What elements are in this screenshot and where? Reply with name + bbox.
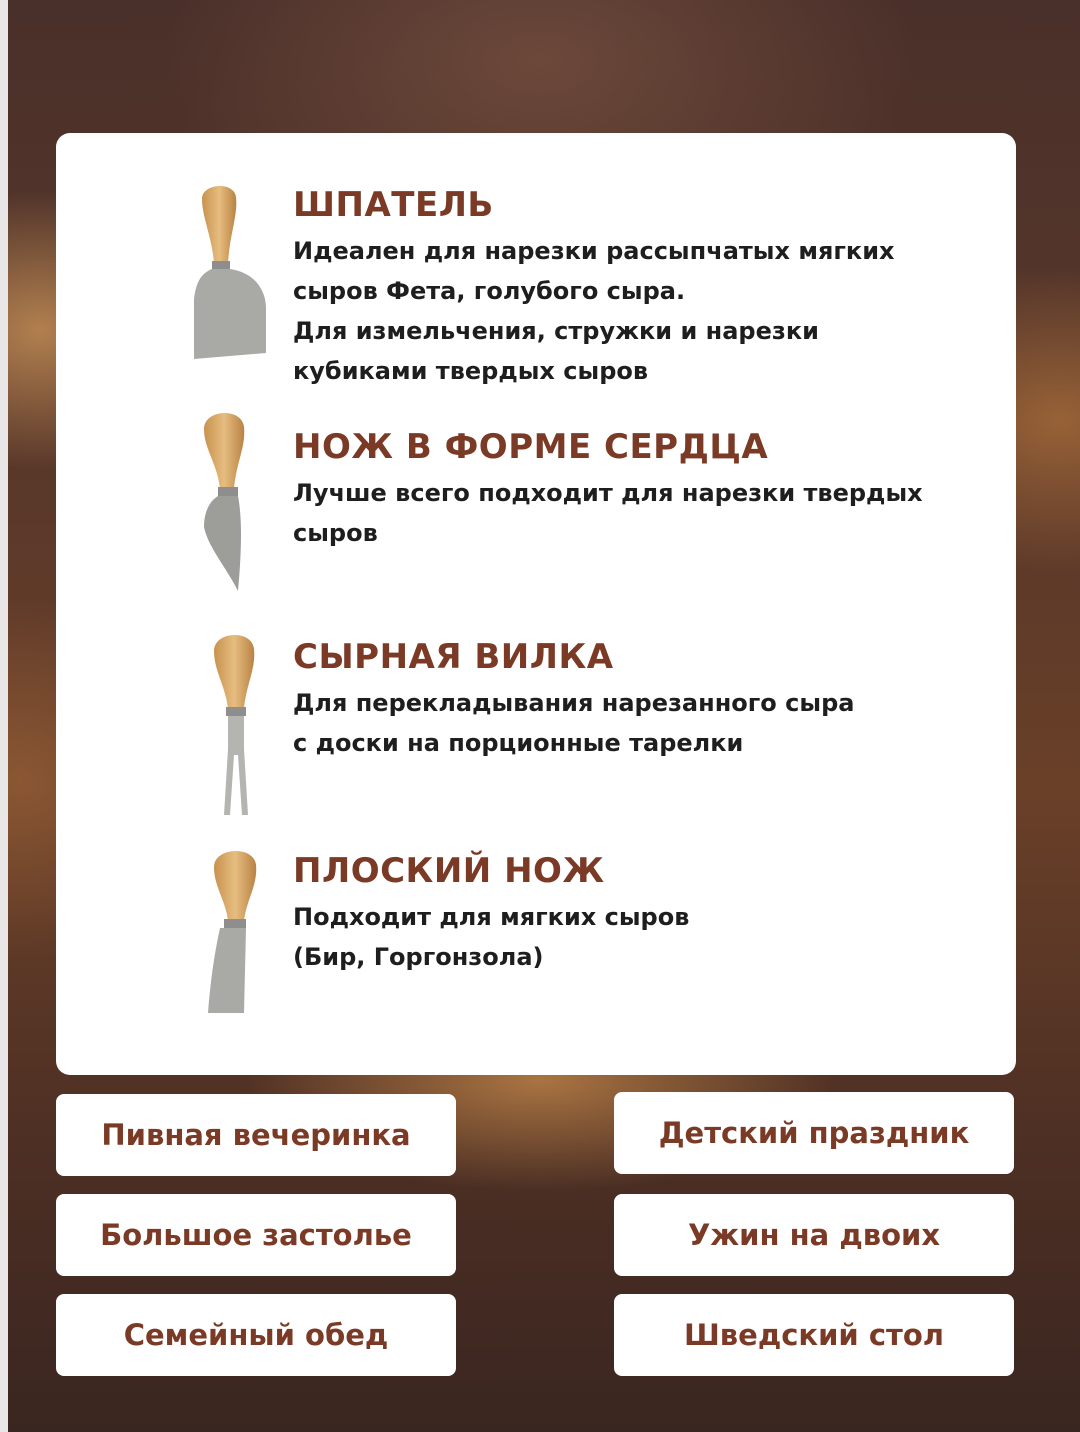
occasion-button-kids-party[interactable]: Детский праздник [614, 1092, 1014, 1174]
desc-line: кубиками твердых сыров [293, 357, 649, 385]
cheese-spatula-icon [186, 181, 276, 361]
desc-line: сыров Фета, голубого сыра. [293, 277, 686, 305]
desc-line: Идеален для нарезки рассыпчатых мягких [293, 237, 895, 265]
occasion-button-big-feast[interactable]: Большое застолье [56, 1194, 456, 1276]
cheese-fork-icon [206, 629, 266, 815]
item-title: НОЖ В ФОРМЕ СЕРДЦА [293, 427, 769, 467]
occasion-button-dinner-for-two[interactable]: Ужин на двоих [614, 1194, 1014, 1276]
desc-line: Для измельчения, стружки и нарезки [293, 317, 819, 345]
flat-knife-icon [200, 845, 266, 1017]
item-description [293, 683, 854, 763]
desc-line: с доски на порционные тарелки [293, 729, 744, 757]
heart-shaped-knife-icon [196, 407, 266, 593]
occasion-button-family-dinner[interactable]: Семейный обед [56, 1294, 456, 1376]
occasion-button-buffet[interactable]: Шведский стол [614, 1294, 1014, 1376]
left-edge-strip [0, 0, 8, 1432]
desc-line: сыров [293, 519, 378, 547]
item-description [293, 473, 923, 553]
item-title: СЫРНАЯ ВИЛКА [293, 637, 614, 677]
item-description [293, 897, 689, 977]
desc-line: Для перекладывания нарезанного сыра [293, 689, 855, 717]
desc-line: Подходит для мягких сыров [293, 903, 690, 931]
item-title: ШПАТЕЛЬ [293, 185, 494, 225]
desc-line: (Бир, Горгонзола) [293, 943, 544, 971]
occasion-button-beer-party[interactable]: Пивная вечеринка [56, 1094, 456, 1176]
item-description [293, 231, 895, 391]
item-title: ПЛОСКИЙ НОЖ [293, 851, 605, 891]
cheese-tools-card [56, 133, 1016, 1075]
desc-line: Лучше всего подходит для нарезки твердых [293, 479, 923, 507]
